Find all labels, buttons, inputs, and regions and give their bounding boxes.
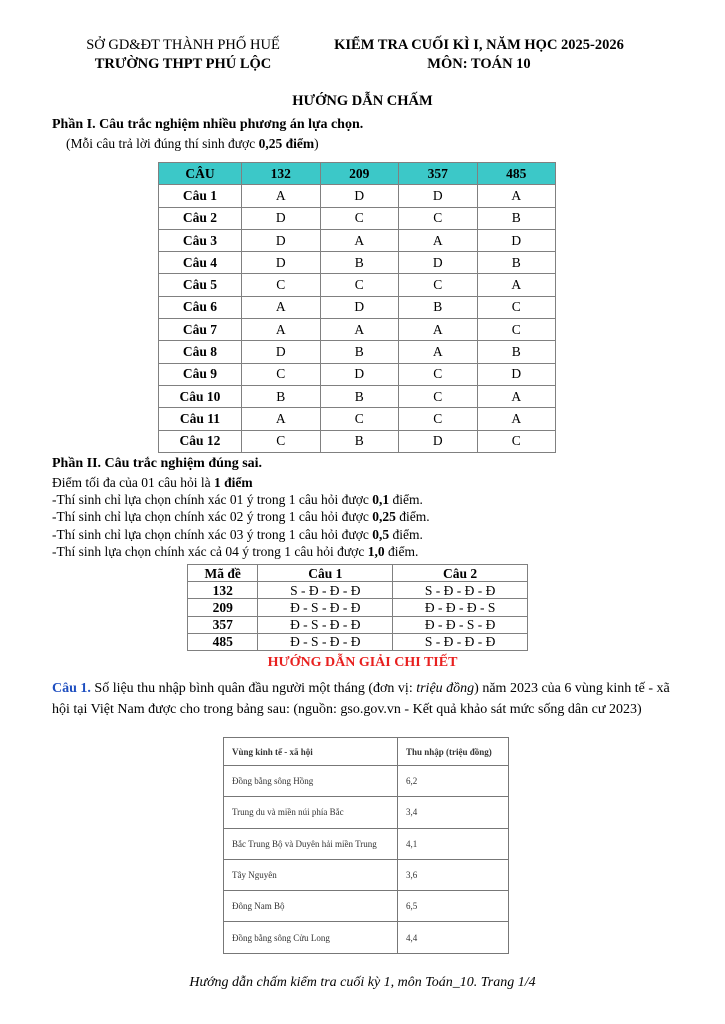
- rule-score: 0,25: [372, 509, 396, 525]
- answer-cell: D: [320, 185, 399, 207]
- part2-scoring-rules: [52, 474, 430, 560]
- exam-title: KIỂM TRA CUỐI KÌ I, NĂM HỌC 2025-2026: [334, 37, 624, 53]
- rule-text: -Thí sinh chỉ lựa chọn chính xác 03 ý trong 1 câu hỏi được: [52, 526, 373, 542]
- income-cell: 4,1: [398, 828, 509, 859]
- table-row: [159, 185, 556, 207]
- exam-code-cell: 485: [188, 633, 258, 650]
- answer-cell: A: [242, 319, 321, 341]
- table-header-cell: Vùng kinh tế - xã hội: [224, 738, 398, 766]
- answer-cell: B: [477, 252, 556, 274]
- answer-cell: D: [399, 430, 478, 452]
- answer-cell: A: [399, 229, 478, 251]
- question-cell: Câu 2: [159, 207, 242, 229]
- max-score-line: Điểm tối đa của 01 câu hỏi là 1 điểm: [52, 475, 253, 490]
- answer-cell: D: [399, 185, 478, 207]
- answer-cell: S - Đ - Đ - Đ: [393, 582, 528, 599]
- rule-unit: điểm.: [384, 543, 419, 559]
- answer-cell: C: [399, 363, 478, 385]
- question-cell: Câu 8: [159, 341, 242, 363]
- answer-cell: A: [399, 319, 478, 341]
- answer-cell: S - Đ - Đ - Đ: [393, 633, 528, 650]
- income-table: [223, 737, 509, 954]
- table-header-cell: CÂU: [159, 163, 242, 185]
- scoring-rule: [52, 508, 430, 525]
- answer-cell: C: [320, 207, 399, 229]
- rule-unit: điểm.: [395, 509, 430, 525]
- question-cell: Câu 7: [159, 319, 242, 341]
- answer-cell: A: [242, 296, 321, 318]
- answer-cell: C: [477, 296, 556, 318]
- answer-cell: A: [477, 274, 556, 296]
- rule-score: 0,1: [372, 492, 390, 508]
- rule-unit: điểm.: [389, 492, 423, 508]
- answer-cell: C: [477, 430, 556, 452]
- region-cell: Đông Nam Bộ: [224, 891, 398, 922]
- table-header-cell: Câu 2: [393, 565, 528, 582]
- question-cell: Câu 1: [159, 185, 242, 207]
- table-row: [159, 408, 556, 430]
- income-cell: 6,5: [398, 891, 509, 922]
- part2-heading: Phần II. Câu trắc nghiệm đúng sai.: [52, 456, 263, 471]
- answer-cell: D: [242, 207, 321, 229]
- rule-score: 1,0: [367, 543, 385, 559]
- answer-cell: S - Đ - Đ - Đ: [258, 582, 393, 599]
- answer-cell: A: [320, 319, 399, 341]
- table-header-cell: 132: [242, 163, 321, 185]
- answer-cell: B: [477, 341, 556, 363]
- answer-cell: A: [242, 408, 321, 430]
- answer-cell: D: [477, 229, 556, 251]
- question-cell: Câu 6: [159, 296, 242, 318]
- table-header-cell: Câu 1: [258, 565, 393, 582]
- table-row: [224, 891, 509, 922]
- answer-cell: C: [477, 319, 556, 341]
- answer-cell: D: [242, 252, 321, 274]
- answer-cell: Đ - S - Đ - Đ: [258, 599, 393, 616]
- region-cell: Tây Nguyên: [224, 859, 398, 890]
- answer-cell: D: [320, 296, 399, 318]
- exam-code-cell: 357: [188, 616, 258, 633]
- table-row: [159, 363, 556, 385]
- answer-cell: Đ - Đ - S - Đ: [393, 616, 528, 633]
- part1-note: (Mỗi câu trả lời đúng thí sinh được 0,25 điểm): [66, 136, 319, 151]
- question-cell: Câu 4: [159, 252, 242, 274]
- answer-cell: C: [399, 385, 478, 407]
- region-cell: Bắc Trung Bộ và Duyên hải miền Trung: [224, 828, 398, 859]
- school-name: TRƯỜNG THPT PHÚ LỘC: [94, 56, 272, 72]
- table-header-cell: Mã đề: [188, 565, 258, 582]
- answer-cell: C: [320, 274, 399, 296]
- answer-cell: C: [242, 430, 321, 452]
- page-title: HƯỚNG DẪN CHẤM: [292, 93, 433, 109]
- page-footer: Hướng dẫn chấm kiểm tra cuối kỳ 1, môn Toán_10. Trang 1/4: [189, 975, 536, 990]
- question-cell: Câu 11: [159, 408, 242, 430]
- answer-cell: A: [477, 408, 556, 430]
- table-row: [188, 616, 528, 633]
- question-cell: Câu 10: [159, 385, 242, 407]
- department-name: SỞ GD&ĐT THÀNH PHỐ HUẾ: [86, 37, 280, 53]
- answer-cell: B: [320, 430, 399, 452]
- table-row: [159, 385, 556, 407]
- answer-cell: C: [399, 408, 478, 430]
- table-row: [159, 430, 556, 452]
- table-row: [159, 229, 556, 251]
- table-header-cell: 357: [399, 163, 478, 185]
- table-row: [159, 274, 556, 296]
- answer-cell: B: [477, 207, 556, 229]
- rule-unit: điểm.: [389, 526, 423, 542]
- table-row: [188, 633, 528, 650]
- answer-cell: D: [477, 363, 556, 385]
- answer-cell: D: [242, 341, 321, 363]
- question-label: Câu 1.: [52, 681, 91, 696]
- table-row: [188, 582, 528, 599]
- table-row: [224, 828, 509, 859]
- table-header-row: [159, 163, 556, 185]
- question-cell: Câu 9: [159, 363, 242, 385]
- question-cell: Câu 5: [159, 274, 242, 296]
- answer-cell: A: [399, 341, 478, 363]
- table-row: [224, 766, 509, 797]
- answer-cell: A: [320, 229, 399, 251]
- part1-heading: Phần I. Câu trắc nghiệm nhiều phương án lựa chọn.: [52, 117, 364, 132]
- answer-cell: C: [242, 363, 321, 385]
- scoring-rule: [52, 526, 430, 543]
- table-row: [159, 296, 556, 318]
- table-row: [224, 859, 509, 890]
- table-row: [224, 922, 509, 953]
- table-row: [159, 319, 556, 341]
- answer-cell: Đ - Đ - Đ - S: [393, 599, 528, 616]
- table-row: [224, 797, 509, 828]
- answer-cell: A: [242, 185, 321, 207]
- answer-cell: C: [399, 274, 478, 296]
- answer-cell: B: [320, 252, 399, 274]
- exam-header: [318, 36, 640, 74]
- rule-score: 0,5: [372, 526, 390, 542]
- answer-cell: D: [399, 252, 478, 274]
- region-cell: Đồng bằng sông Cửu Long: [224, 922, 398, 953]
- answer-cell: B: [320, 341, 399, 363]
- region-cell: Đồng bằng sông Hồng: [224, 766, 398, 797]
- answer-cell: C: [399, 207, 478, 229]
- part1-answer-table: [158, 162, 556, 453]
- table-row: [188, 599, 528, 616]
- rule-text: -Thí sinh chỉ lựa chọn chính xác 01 ý trong 1 câu hỏi được: [52, 492, 373, 508]
- income-cell: 6,2: [398, 766, 509, 797]
- answer-cell: Đ - S - Đ - Đ: [258, 633, 393, 650]
- answer-cell: A: [477, 385, 556, 407]
- school-header: [52, 36, 314, 74]
- answer-cell: A: [477, 185, 556, 207]
- answer-cell: Đ - S - Đ - Đ: [258, 616, 393, 633]
- question-1: Câu 1. Số liệu thu nhập bình quân đầu người một tháng (đơn vị: triệu đồng) năm 2023 của 6 vùng kinh tế - xã hội tại Việt Nam được cho trong bảng sau: (nguồn: gso.gov.vn - Kết quả khảo sát mức sống dân cư 2023): [52, 681, 670, 717]
- subject: MÔN: TOÁN 10: [427, 56, 531, 72]
- answer-cell: B: [320, 385, 399, 407]
- table-header-row: [188, 565, 528, 582]
- table-row: [159, 207, 556, 229]
- scoring-rule: [52, 543, 430, 560]
- exam-code-cell: 209: [188, 599, 258, 616]
- answer-cell: C: [320, 408, 399, 430]
- exam-code-cell: 132: [188, 582, 258, 599]
- answer-cell: D: [242, 229, 321, 251]
- answer-cell: B: [399, 296, 478, 318]
- rule-text: -Thí sinh chỉ lựa chọn chính xác 02 ý trong 1 câu hỏi được: [52, 509, 373, 525]
- part2-answer-table: [187, 564, 528, 651]
- solution-title: HƯỚNG DẪN GIẢI CHI TIẾT: [267, 655, 458, 670]
- rule-text: -Thí sinh lựa chọn chính xác cả 04 ý trong 1 câu hỏi được: [52, 543, 368, 559]
- answer-cell: C: [242, 274, 321, 296]
- region-cell: Trung du và miền núi phía Bắc: [224, 797, 398, 828]
- answer-cell: B: [242, 385, 321, 407]
- table-header-cell: 485: [477, 163, 556, 185]
- scoring-rule: [52, 491, 430, 508]
- table-row: [159, 252, 556, 274]
- table-header-row: [224, 738, 509, 766]
- table-header-cell: 209: [320, 163, 399, 185]
- income-cell: 4,4: [398, 922, 509, 953]
- answer-cell: D: [320, 363, 399, 385]
- income-cell: 3,6: [398, 859, 509, 890]
- question-cell: Câu 12: [159, 430, 242, 452]
- table-row: [159, 341, 556, 363]
- question-cell: Câu 3: [159, 229, 242, 251]
- income-cell: 3,4: [398, 797, 509, 828]
- table-header-cell: Thu nhập (triệu đồng): [398, 738, 509, 766]
